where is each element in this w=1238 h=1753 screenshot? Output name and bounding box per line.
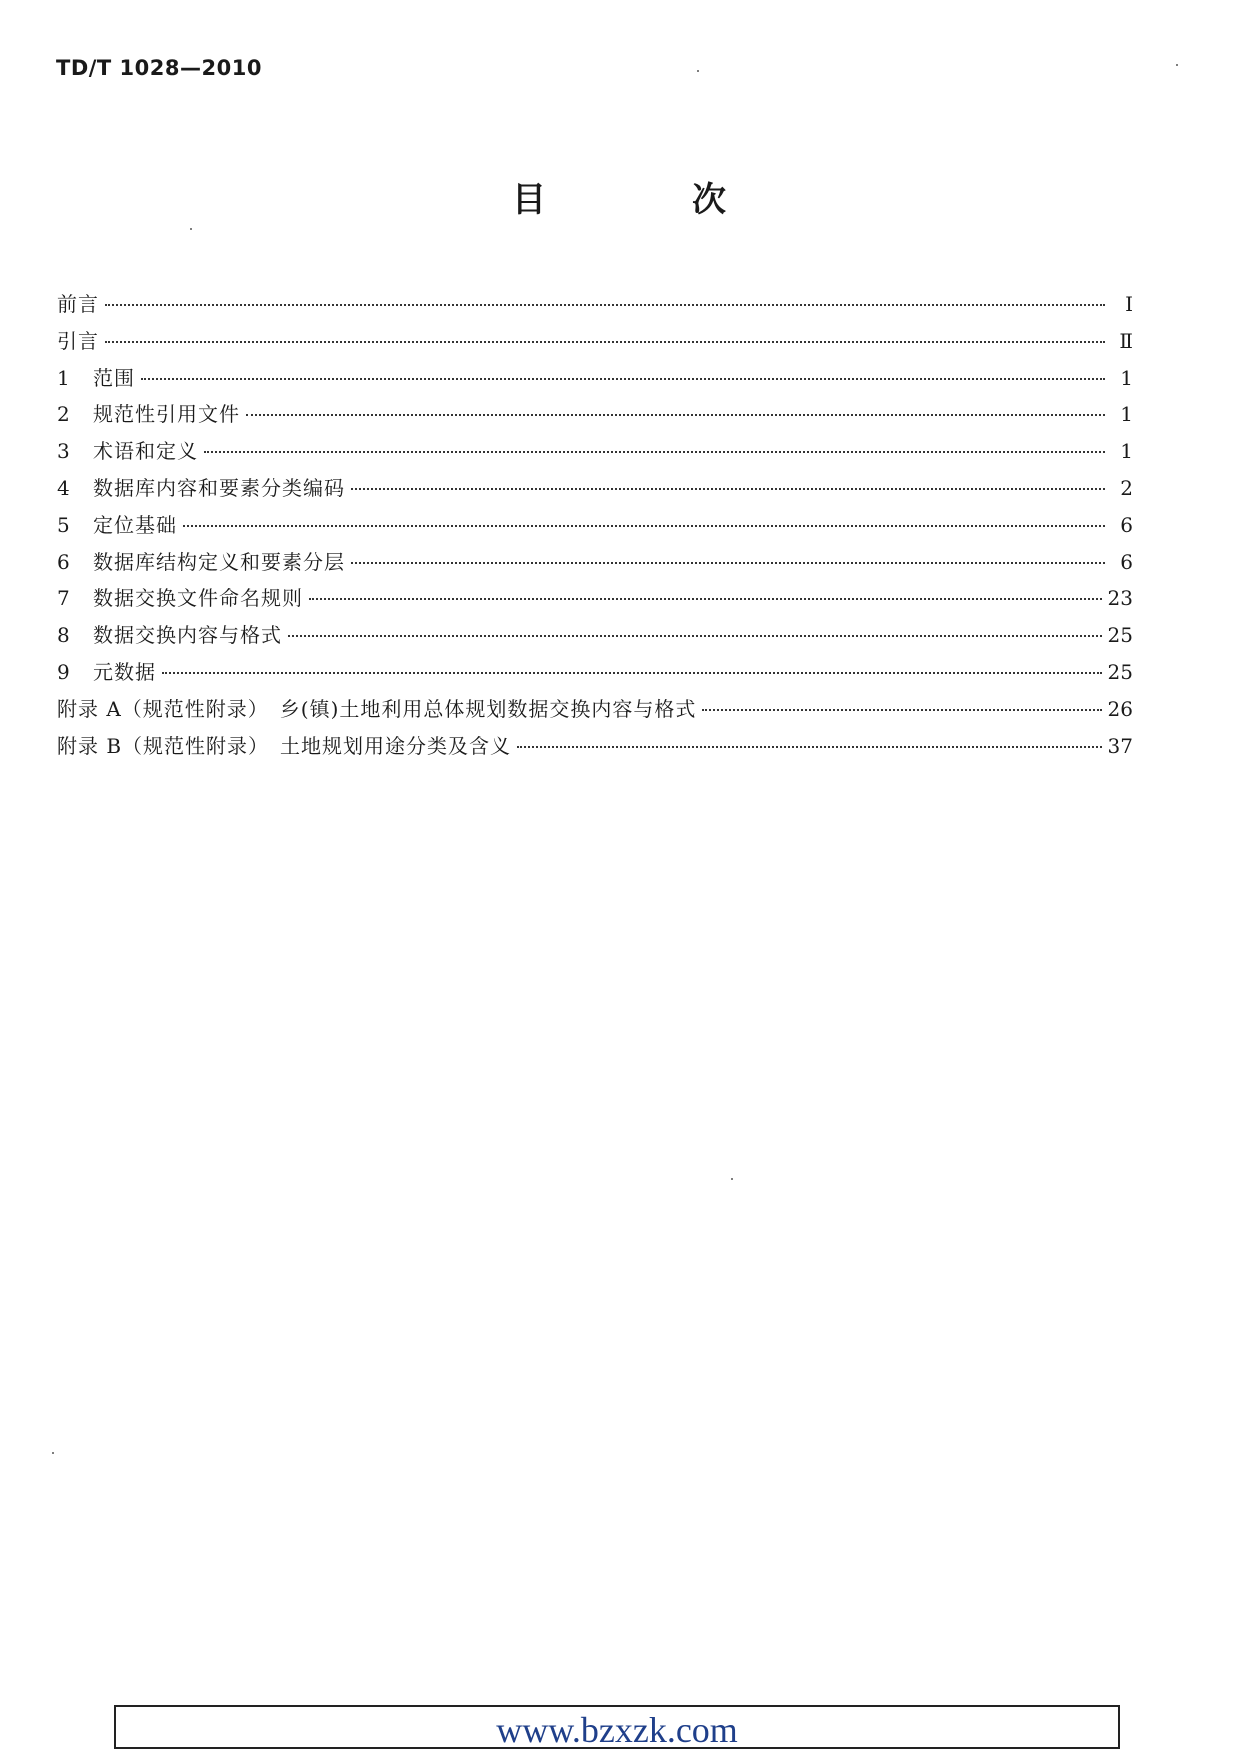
scan-speck bbox=[52, 1452, 54, 1454]
toc-entry-page: 1 bbox=[1120, 365, 1133, 390]
toc-entry-page: 1 bbox=[1120, 439, 1133, 464]
toc-entry-introduction[interactable] bbox=[57, 325, 1133, 362]
toc-entry-7[interactable] bbox=[57, 582, 1133, 619]
toc-entry-label: 前言 bbox=[57, 292, 99, 316]
toc-leader-dots bbox=[351, 562, 1105, 564]
toc-entry-page: 2 bbox=[1120, 475, 1133, 500]
toc-leader-dots bbox=[105, 304, 1105, 306]
toc-entry-label: 数据库内容和要素分类编码 bbox=[93, 475, 345, 500]
scan-speck bbox=[1176, 64, 1178, 66]
toc-entry-label: 数据交换内容与格式 bbox=[93, 623, 282, 648]
toc-entry-3[interactable] bbox=[57, 435, 1133, 472]
toc-leader-dots bbox=[309, 598, 1102, 600]
toc-leader-dots bbox=[183, 525, 1105, 527]
toc-entry-number: 8 bbox=[57, 623, 70, 648]
toc-entry-6[interactable] bbox=[57, 546, 1133, 583]
scan-speck bbox=[731, 1178, 733, 1180]
toc-entry-page: 23 bbox=[1107, 586, 1133, 611]
toc-leader-dots bbox=[204, 451, 1105, 453]
toc-entry-number: 7 bbox=[57, 586, 70, 611]
toc-entry-page: 6 bbox=[1120, 549, 1133, 574]
toc-entry-appendix-a[interactable] bbox=[57, 693, 1133, 730]
toc-entry-number: 6 bbox=[57, 549, 70, 574]
toc-entry-number: 5 bbox=[57, 512, 70, 537]
scan-speck bbox=[697, 70, 699, 72]
toc-entry-number: 9 bbox=[57, 659, 70, 684]
toc-entry-label: 附录 A（规范性附录） 乡(镇)土地利用总体规划数据交换内容与格式 bbox=[57, 696, 697, 721]
toc-title: 目 次 bbox=[512, 180, 782, 220]
toc-entry-1[interactable] bbox=[57, 362, 1133, 399]
toc-entry-label: 范围 bbox=[93, 365, 135, 390]
toc-entry-label: 数据交换文件命名规则 bbox=[93, 586, 303, 611]
toc-entry-number: 3 bbox=[57, 439, 70, 464]
toc-entry-5[interactable] bbox=[57, 509, 1133, 546]
toc-leader-dots bbox=[517, 746, 1101, 748]
scan-speck bbox=[190, 228, 192, 230]
toc-entry-label: 规范性引用文件 bbox=[93, 402, 240, 427]
toc-entry-page: 25 bbox=[1107, 659, 1133, 684]
toc-entry-page: Ⅱ bbox=[1119, 328, 1133, 353]
toc-entry-8[interactable] bbox=[57, 619, 1133, 656]
toc-leader-dots bbox=[288, 635, 1102, 637]
toc-leader-dots bbox=[351, 488, 1105, 490]
toc-entry-2[interactable] bbox=[57, 398, 1133, 435]
toc-entry-label: 数据库结构定义和要素分层 bbox=[93, 549, 345, 574]
toc-leader-dots bbox=[141, 378, 1105, 380]
toc-leader-dots bbox=[105, 341, 1105, 343]
toc-entry-number: 1 bbox=[57, 365, 70, 390]
document-code: TD/T 1028—2010 bbox=[56, 56, 262, 80]
toc-entry-label: 术语和定义 bbox=[93, 439, 198, 464]
toc-leader-dots bbox=[246, 414, 1105, 416]
toc-entry-appendix-b[interactable] bbox=[57, 730, 1133, 767]
toc-entry-label: 附录 B（规范性附录） 土地规划用途分类及含义 bbox=[57, 733, 512, 758]
toc-entry-page: 26 bbox=[1107, 696, 1133, 721]
footer-url[interactable]: www.bzxzk.com bbox=[496, 1710, 738, 1750]
toc-leader-dots bbox=[162, 672, 1102, 674]
toc-entry-number: 2 bbox=[57, 402, 70, 427]
toc-entry-page: 37 bbox=[1107, 733, 1133, 758]
toc-entry-number: 4 bbox=[57, 475, 70, 500]
footer-watermark-box bbox=[114, 1705, 1120, 1749]
toc-entry-label: 元数据 bbox=[93, 659, 156, 684]
toc-entry-4[interactable] bbox=[57, 472, 1133, 509]
toc-entry-page: Ⅰ bbox=[1125, 292, 1133, 316]
toc-entry-9[interactable] bbox=[57, 656, 1133, 693]
table-of-contents bbox=[57, 288, 1133, 766]
toc-entry-page: 6 bbox=[1120, 512, 1133, 537]
toc-entry-label: 引言 bbox=[57, 328, 99, 353]
toc-entry-page: 25 bbox=[1107, 623, 1133, 648]
toc-leader-dots bbox=[702, 709, 1101, 711]
toc-entry-foreword[interactable] bbox=[57, 288, 1133, 325]
toc-entry-page: 1 bbox=[1120, 402, 1133, 427]
toc-entry-label: 定位基础 bbox=[93, 512, 177, 537]
